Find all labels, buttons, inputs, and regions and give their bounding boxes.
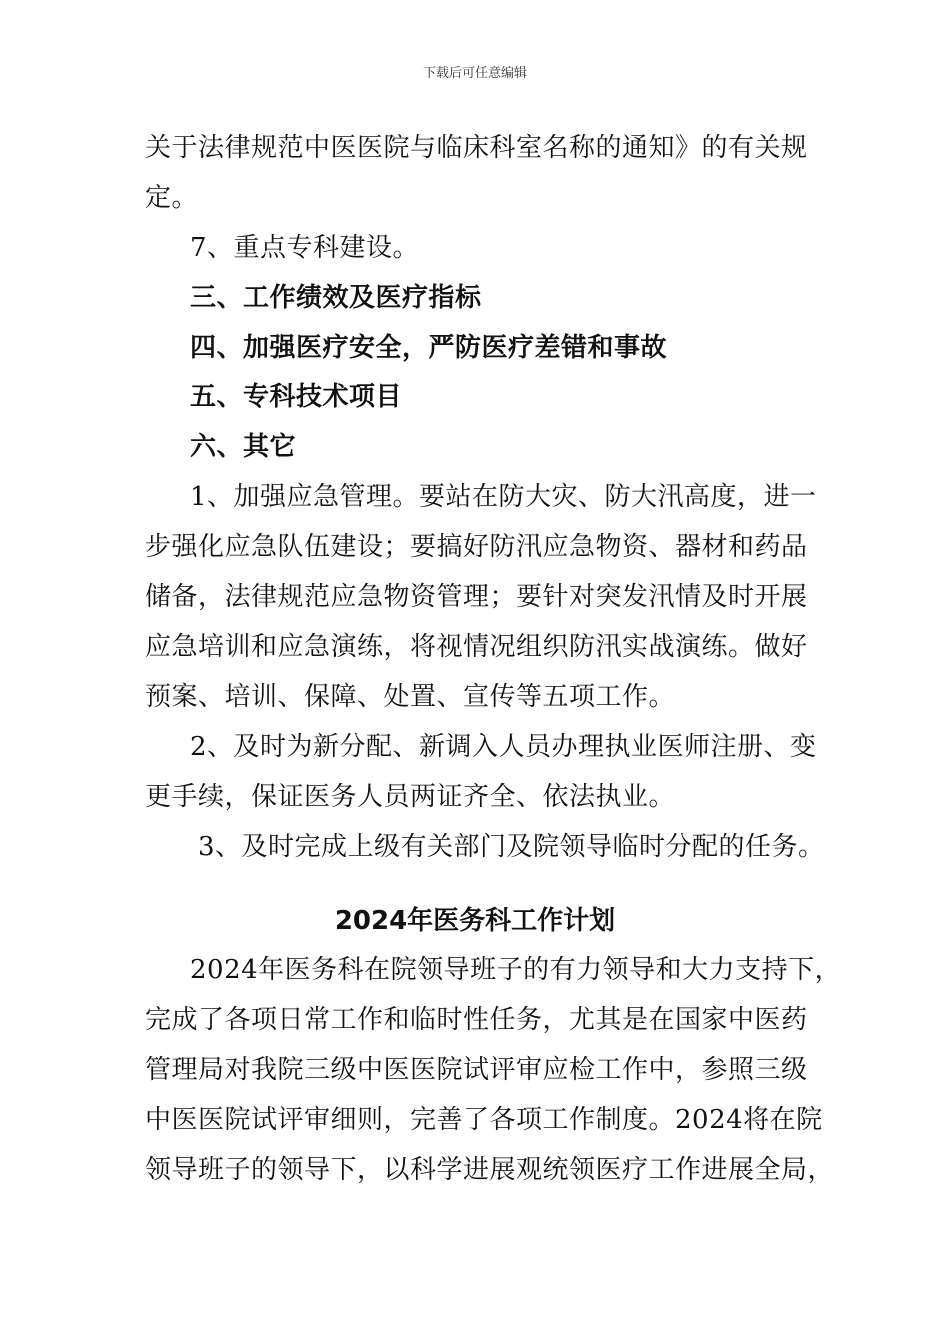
paragraph-line: 应急培训和应急演练，将视情况组织防汛实战演练。做好 (145, 632, 808, 662)
section-heading: 四、加强医疗安全，严防医疗差错和事故 (190, 333, 668, 363)
section-heading: 五、专科技术项目 (190, 382, 403, 412)
paragraph-line: 2024年医务科在院领导班子的有力领导和大力支持下， (190, 955, 842, 985)
paragraph-line: 领导班子的领导下，以科学进展观统领医疗工作进展全局， (145, 1155, 835, 1185)
paragraph-line: 关于法律规范中医医院与临床科室名称的通知》的有关规 (145, 133, 808, 163)
paragraph-line: 3、及时完成上级有关部门及院领导临时分配的任务。 (198, 832, 825, 862)
paragraph-line: 更手续，保证医务人员两证齐全、依法执业。 (145, 782, 676, 812)
section-heading: 三、工作绩效及医疗指标 (190, 283, 482, 313)
paragraph-line: 完成了各项日常工作和临时性任务，尤其是在国家中医药 (145, 1005, 808, 1035)
paragraph-line: 中医医院试评审细则，完善了各项工作制度。2024将在院 (145, 1105, 823, 1135)
paragraph-line: 定。 (145, 183, 199, 213)
paragraph-line: 储备，法律规范应急物资管理；要针对突发汛情及时开展 (145, 582, 808, 612)
paragraph-line: 预案、培训、保障、处置、宣传等五项工作。 (145, 682, 676, 712)
section-heading: 六、其它 (190, 432, 297, 462)
page-header: 下载后可任意编辑 (422, 66, 527, 81)
paragraph-line: 1、加强应急管理。要站在防大灾、防大汛高度，进一 (190, 482, 817, 512)
paragraph-line: 步强化应急队伍建设；要搞好防汛应急物资、器材和药品 (145, 532, 808, 562)
paragraph-line: 7、重点专科建设。 (190, 233, 420, 263)
paragraph-line: 2、及时为新分配、新调入人员办理执业医师注册、变 (190, 732, 817, 762)
paragraph-line: 管理局对我院三级中医医院试评审应检工作中，参照三级 (145, 1055, 808, 1085)
plan-title: 2024年医务科工作计划 (334, 906, 616, 936)
